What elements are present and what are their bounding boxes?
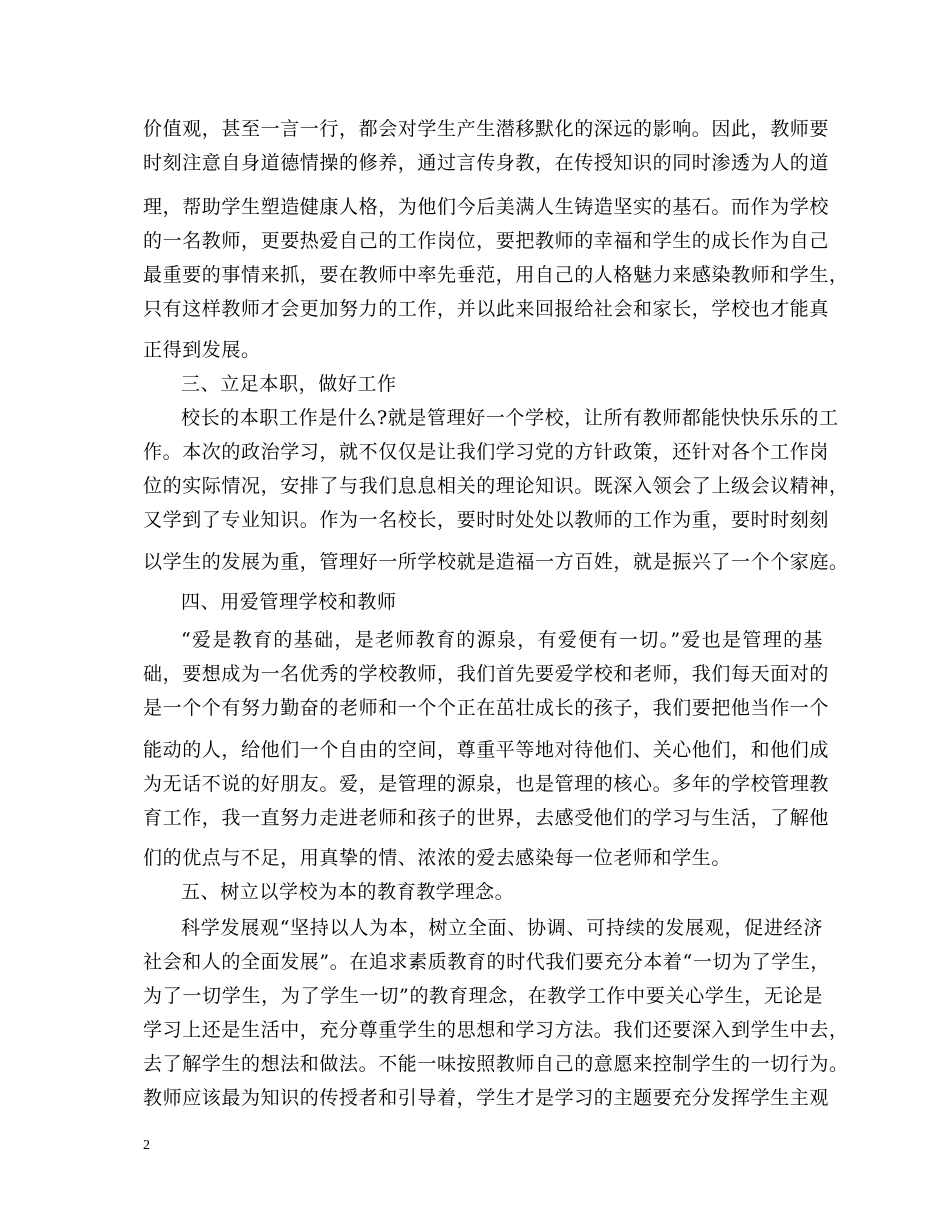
section-heading: 五、树立以学校为本的教育教学理念。 [181, 881, 515, 903]
paragraph-line: “爱是教育的基础，是老师教育的源泉，有爱便有一切。”爱也是管理的基 [181, 629, 823, 651]
paragraph-line: 社会和人的全面发展”。在追求素质教育的时代我们要充分本着“一切为了学生， [143, 951, 831, 973]
paragraph-line: 校长的本职工作是什么?就是管理好一个学校，让所有教师都能快快乐乐的工 [181, 407, 839, 429]
paragraph-line: 理，帮助学生塑造健康人格，为他们今后美满人生铸造坚实的基石。而作为学校 [143, 196, 830, 218]
section-heading: 四、用爱管理学校和教师 [181, 591, 397, 613]
paragraph-line: 的一名教师，更要热爱自己的工作岗位，要把教师的幸福和学生的成长作为自己 [143, 230, 830, 252]
paragraph-line: 最重要的事情来抓，要在教师中率先垂范，用自己的人格魅力来感染教师和学生， [143, 264, 849, 286]
paragraph-line: 能动的人，给他们一个自由的空间，尊重平等地对待他们、关心他们，和他们成 [143, 739, 830, 761]
paragraph-line: 只有这样教师才会更加努力的工作，并以此来回报给社会和家长，学校也才能真 [143, 298, 830, 320]
paragraph-line: 们的优点与不足，用真挚的情、浓浓的爱去感染每一位老师和学生。 [143, 847, 732, 869]
paragraph-line: 作。本次的政治学习，就不仅仅是让我们学习党的方针政策，还针对各个工作岗 [143, 441, 830, 463]
paragraph-line: 教师应该最为知识的传授者和引导着，学生才是学习的主题要充分发挥学生主观 [143, 1087, 830, 1109]
paragraph-line: 时刻注意自身道德情操的修养，通过言传身教，在传授知识的同时渗透为人的道 [143, 152, 830, 174]
paragraph-line: 础，要想成为一名优秀的学校教师，我们首先要爱学校和老师，我们每天面对的 [143, 663, 830, 685]
paragraph-line: 科学发展观“坚持以人为本，树立全面、协调、可持续的发展观，促进经济 [181, 917, 823, 939]
paragraph-line: 以学生的发展为重，管理好一所学校就是造福一方百姓，就是振兴了一个个家庭。 [143, 551, 849, 573]
paragraph-line: 是一个个有努力勤奋的老师和一个个正在茁壮成长的孩子，我们要把他当作一个 [143, 697, 830, 719]
section-heading: 三、立足本职，做好工作 [181, 373, 397, 395]
paragraph-line: 价值观，甚至一言一行，都会对学生产生潜移默化的深远的影响。因此，教师要 [143, 118, 830, 140]
paragraph-line: 正得到发展。 [143, 339, 261, 361]
paragraph-line: 为无话不说的好朋友。爱，是管理的源泉，也是管理的核心。多年的学校管理教 [143, 773, 830, 795]
paragraph-line: 去了解学生的想法和做法。不能一味按照教师自己的意愿来控制学生的一切行为。 [143, 1053, 849, 1075]
paragraph-line: 育工作，我一直努力走进老师和孩子的世界，去感受他们的学习与生活，了解他 [143, 807, 830, 829]
paragraph-line: 为了一切学生，为了学生一切”的教育理念，在教学工作中要关心学生，无论是 [143, 985, 823, 1007]
paragraph-line: 位的实际情况，安排了与我们息息相关的理论知识。既深入领会了上级会议精神， [143, 475, 849, 497]
paragraph-line: 学习上还是生活中，充分尊重学生的思想和学习方法。我们还要深入到学生中去， [143, 1019, 849, 1041]
page-number: 2 [143, 1138, 150, 1153]
paragraph-line: 又学到了专业知识。作为一名校长，要时时处处以教师的工作为重，要时时刻刻 [143, 509, 830, 531]
